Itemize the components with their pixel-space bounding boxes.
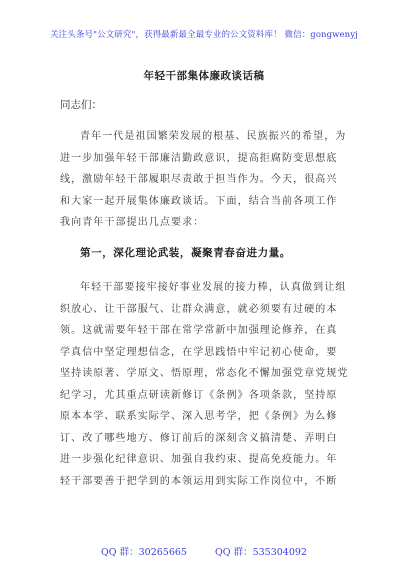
body-line: 年轻干部要接牢接好事业发展的接力棒，认真做到让组 <box>80 282 347 293</box>
header-banner: 关注头条号"公文研究"，获得最新最全最专业的公文资料库！ 微信：gongwenyj <box>50 30 358 40</box>
intro-line: 线，激励年轻干部履职尽责敢于担当作为。今天，很高兴 <box>60 174 338 185</box>
intro-line: 我向青年干部提出几点要求： <box>60 217 205 228</box>
qq-group-1: QQ 群：30265665 <box>101 547 187 558</box>
intro-line: 进一步加强年轻干部廉洁勤政意识，提高拒腐防变思想底 <box>60 152 338 164</box>
body-line: 轻干部要善于把学到的本领运用到实际工作岗位中，不断 <box>60 475 338 487</box>
body-line: 坚持读原著、学原文、悟原理，常态化不懈加强党章党规党 <box>60 368 349 379</box>
section-heading: 第一，深化理论武装，凝聚青春奋进力量。 <box>80 247 291 259</box>
intro-line: 和大家一起开展集体廉政谈话。下面，结合当前各项工作 <box>60 195 338 207</box>
page-title: 年轻干部集体廉政谈话稿 <box>143 70 265 82</box>
body-paragraph <box>60 277 352 492</box>
intro-paragraph <box>60 126 352 234</box>
body-line: 进一步强化纪律意识、加强自我约束、提高免疫能力。年 <box>60 454 338 465</box>
qq-group-2: QQ 群：535304092 <box>214 547 307 558</box>
body-line: 领。这就需要年轻干部在常学常新中加强理论修养，在真 <box>60 325 338 336</box>
footer-contacts <box>0 544 408 558</box>
salutation: 同志们： <box>60 99 102 111</box>
body-line: 原本本学、联系实际学、深入思考学，把《条例》为么修 <box>60 411 338 422</box>
body-line: 学真信中坚定理想信念，在学思践悟中牢记初心使命，要 <box>60 346 338 358</box>
body-line: 订、改了哪些地方、修订前后的深刻含义搞清楚、弄明白 <box>60 432 338 444</box>
intro-line: 青年一代是祖国繁荣发展的根基、民族振兴的希望，为 <box>80 131 347 142</box>
body-line: 织放心、让干部服气、让群众满意，就必须要有过硬的本 <box>60 303 338 315</box>
body-line: 纪学习，尤其重点研读新修订《条例》各项条款，坚持原 <box>60 389 338 401</box>
